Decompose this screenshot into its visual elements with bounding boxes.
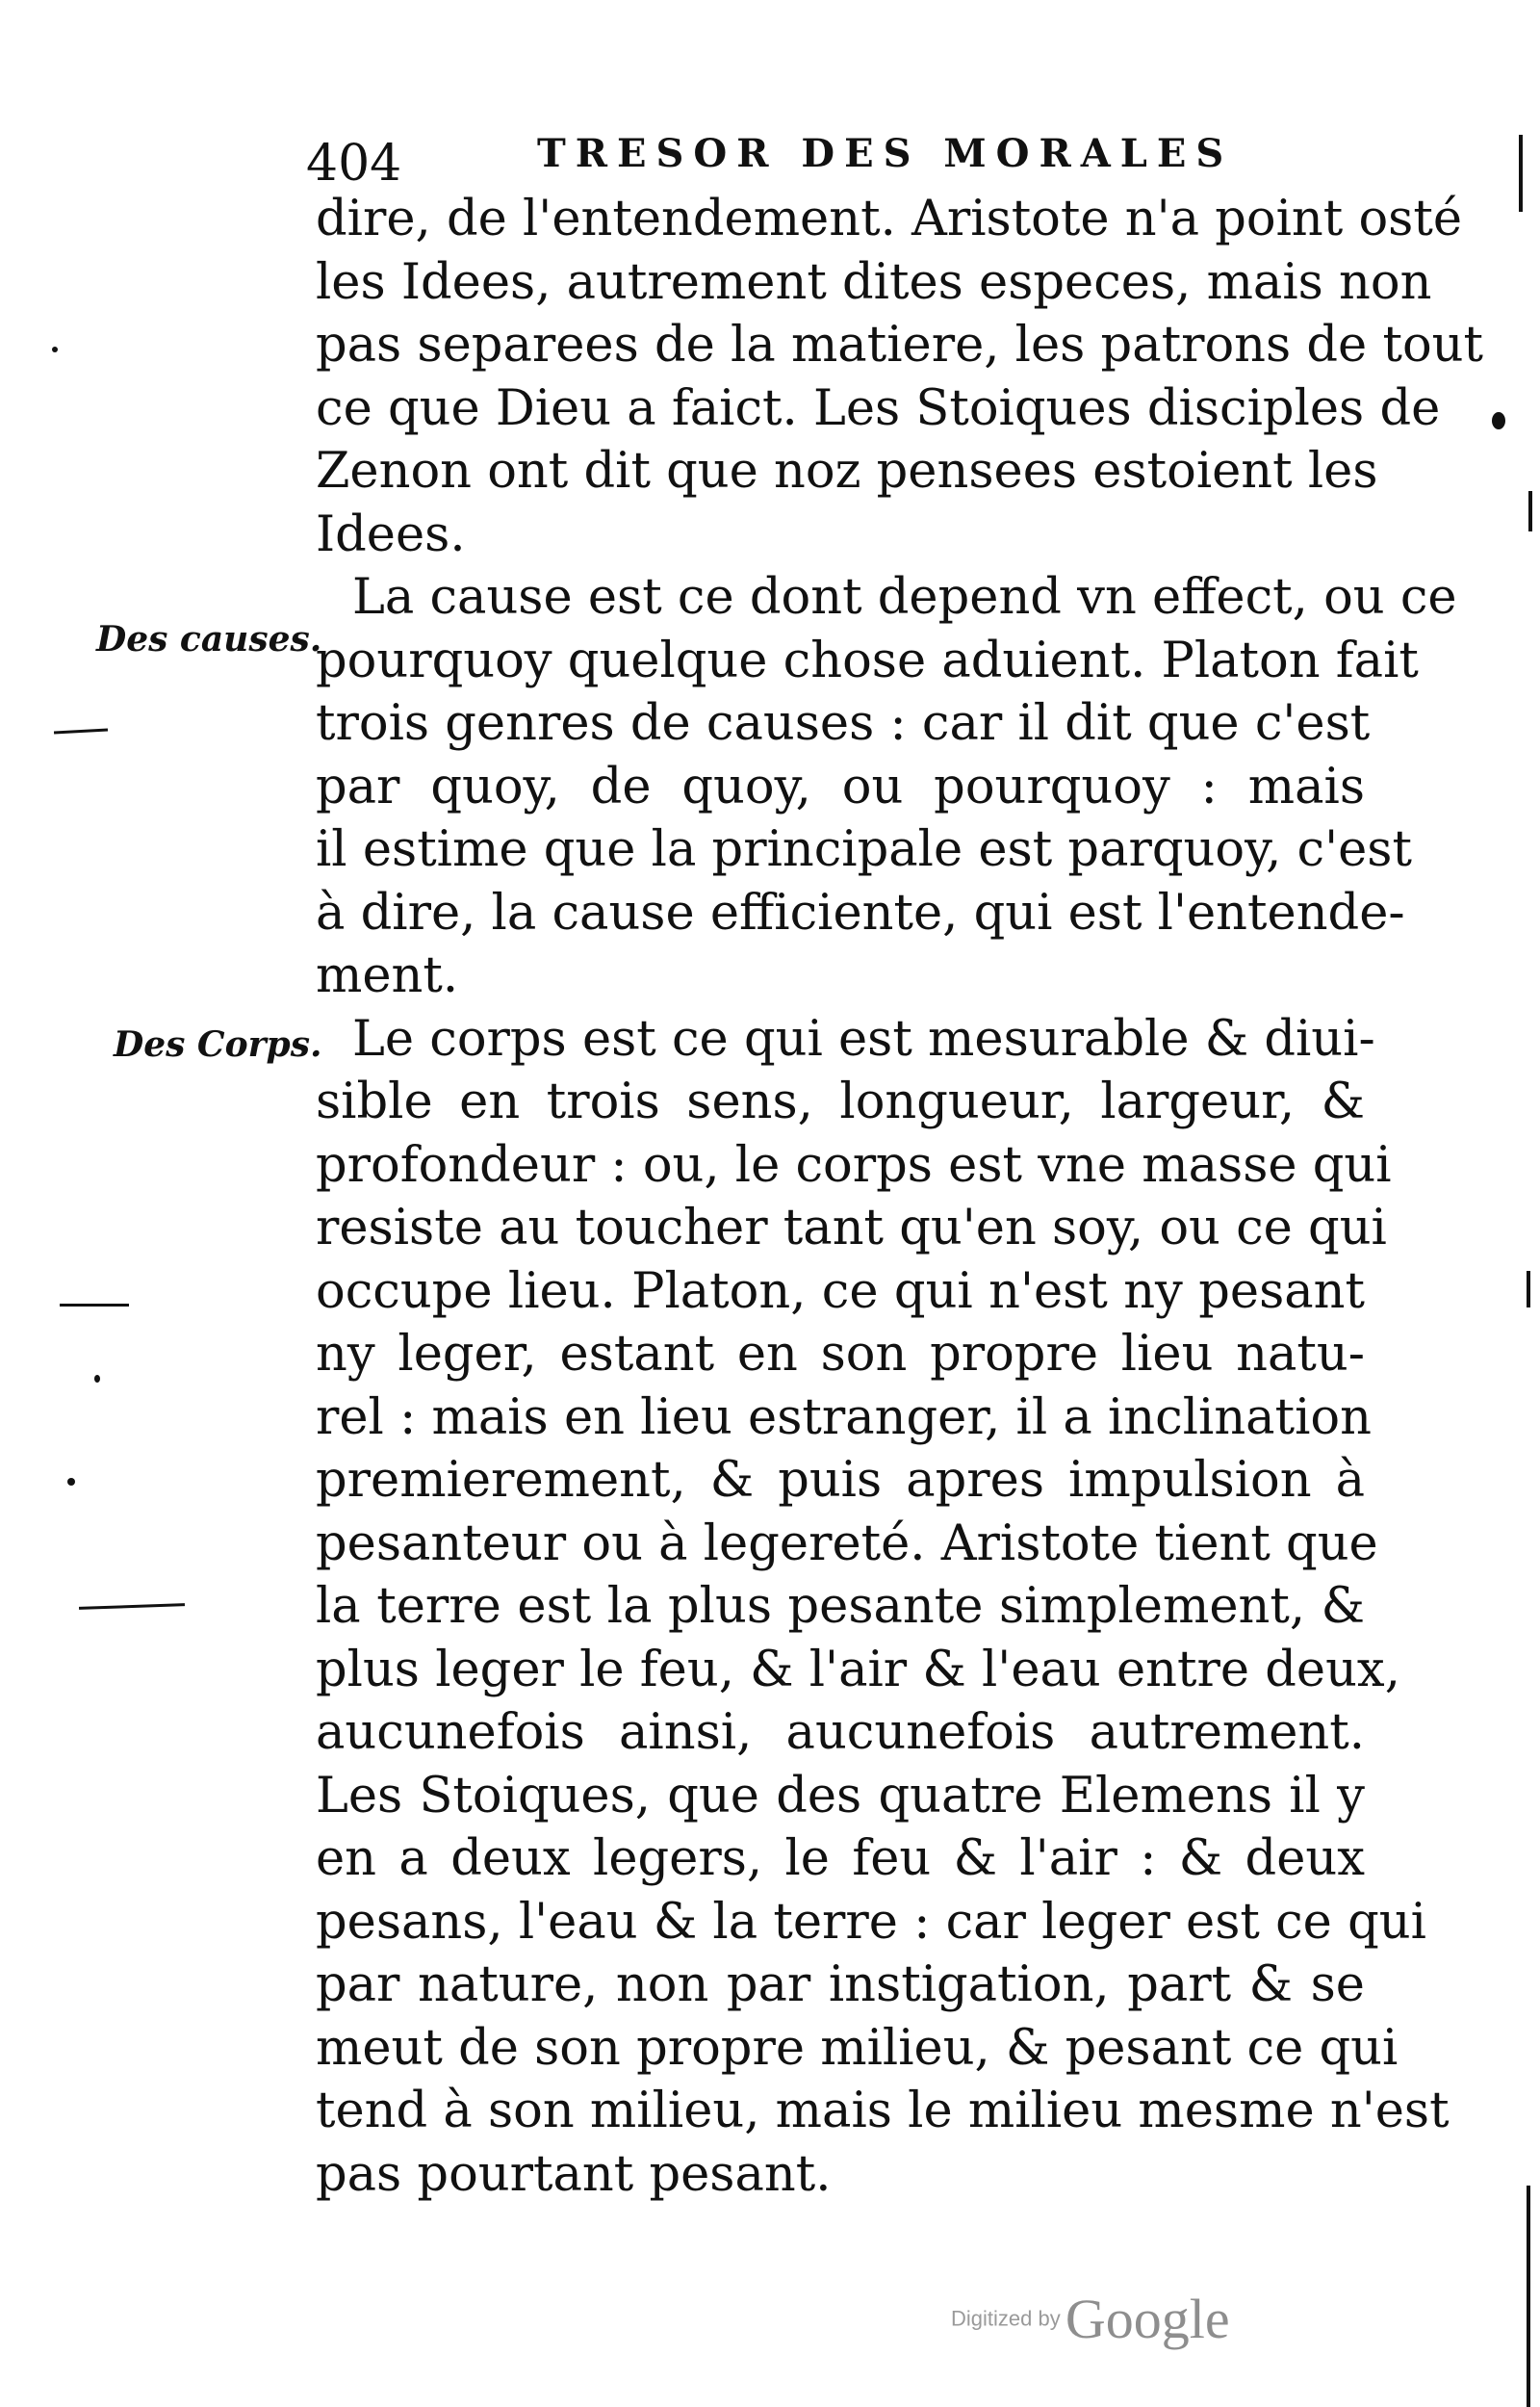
text-line: rel : mais en lieu estranger, il a inclination [316,1388,1372,1446]
running-title: TRESOR DES MORALES [537,131,1234,176]
side-note-corps: Des Corps. [114,1024,322,1065]
text-line: pas pourtant pesant. [316,2145,832,2203]
text-line: par quoy, de quoy, ou pourquoy : mais [316,758,1365,815]
running-head [306,123,1269,193]
watermark-prefix: Digitized by [951,2306,1061,2331]
text-line: resiste au toucher tant qu'en soy, ou ce qui [316,1200,1387,1256]
gutter-mark [1527,1271,1530,1307]
gutter-mark [1527,2186,1530,2407]
text-line: occupe lieu. Platon, ce qui n'est ny pesant [316,1262,1365,1320]
margin-rule [79,1603,185,1610]
text-line: ce que Dieu a faict. Les Stoiques disciples de [316,379,1441,437]
text-line: trois genres de causes : car il dit que c'est [316,695,1371,752]
side-note-causes: Des causes. [96,619,322,660]
text-line: pourquoy quelque chose aduient. Platon fait [316,632,1419,689]
text-line: dire, de l'entendement. Aristote n'a point osté [316,191,1463,247]
text-line: pas separees de la matiere, les patrons de tout [316,317,1483,374]
ink-speck [67,1478,75,1486]
margin-rule [54,729,108,735]
text-line: pesanteur ou à legereté. Aristote tient que [316,1514,1378,1572]
text-line: la terre est la plus pesante simplement, & [316,1578,1365,1635]
text-line: La cause est ce dont depend vn effect, ou ce [352,569,1457,626]
text-line: Les Stoiques, que des quatre Elemens il y [316,1767,1365,1825]
ink-speck [52,347,58,352]
text-line: meut de son propre milieu, & pesant ce qui [316,2019,1399,2077]
text-line: tend à son milieu, mais le milieu mesme n'est [316,2083,1450,2139]
text-line: il estime que la principale est parquoy, c'est [316,821,1412,878]
digitized-watermark [951,2287,1230,2351]
text-line: Zenon ont dit que noz pensees estoient les [316,443,1378,500]
text-line: ment. [316,947,459,1004]
text-line: plus leger le feu, & l'air & l'eau entre deux, [316,1641,1400,1698]
text-line: en a deux legers, le feu & l'air : & deux [316,1830,1365,1887]
text-line: les Idees, autrement dites especes, mais non [316,253,1432,311]
text-line: Le corps est ce qui est mesurable & diui- [352,1010,1375,1068]
gutter-mark [1528,491,1532,531]
text-line: à dire, la cause efficiente, qui est l'entende- [316,884,1405,942]
page-number: 404 [306,135,402,193]
text-line: aucunefois ainsi, aucunefois autrement. [316,1704,1365,1761]
text-line: pesans, l'eau & la terre : car leger est ce qui [316,1893,1426,1951]
body-text [316,188,1483,2206]
ink-speck [1492,412,1505,429]
text-line: sible en trois sens, longueur, largeur, & [316,1074,1365,1130]
ink-speck [94,1375,100,1383]
text-line: par nature, non par instigation, part & se [316,1956,1365,2013]
text-line: ny leger, estant en son propre lieu natu- [316,1326,1365,1383]
margin-rule [60,1304,129,1307]
text-line: premierement, & puis apres impulsion à [316,1452,1365,1509]
text-line: profondeur : ou, le corps est vne masse qui [316,1136,1392,1194]
google-logo: Google [1065,2288,1230,2350]
text-line: Idees. [316,505,466,563]
gutter-mark [1519,135,1523,212]
